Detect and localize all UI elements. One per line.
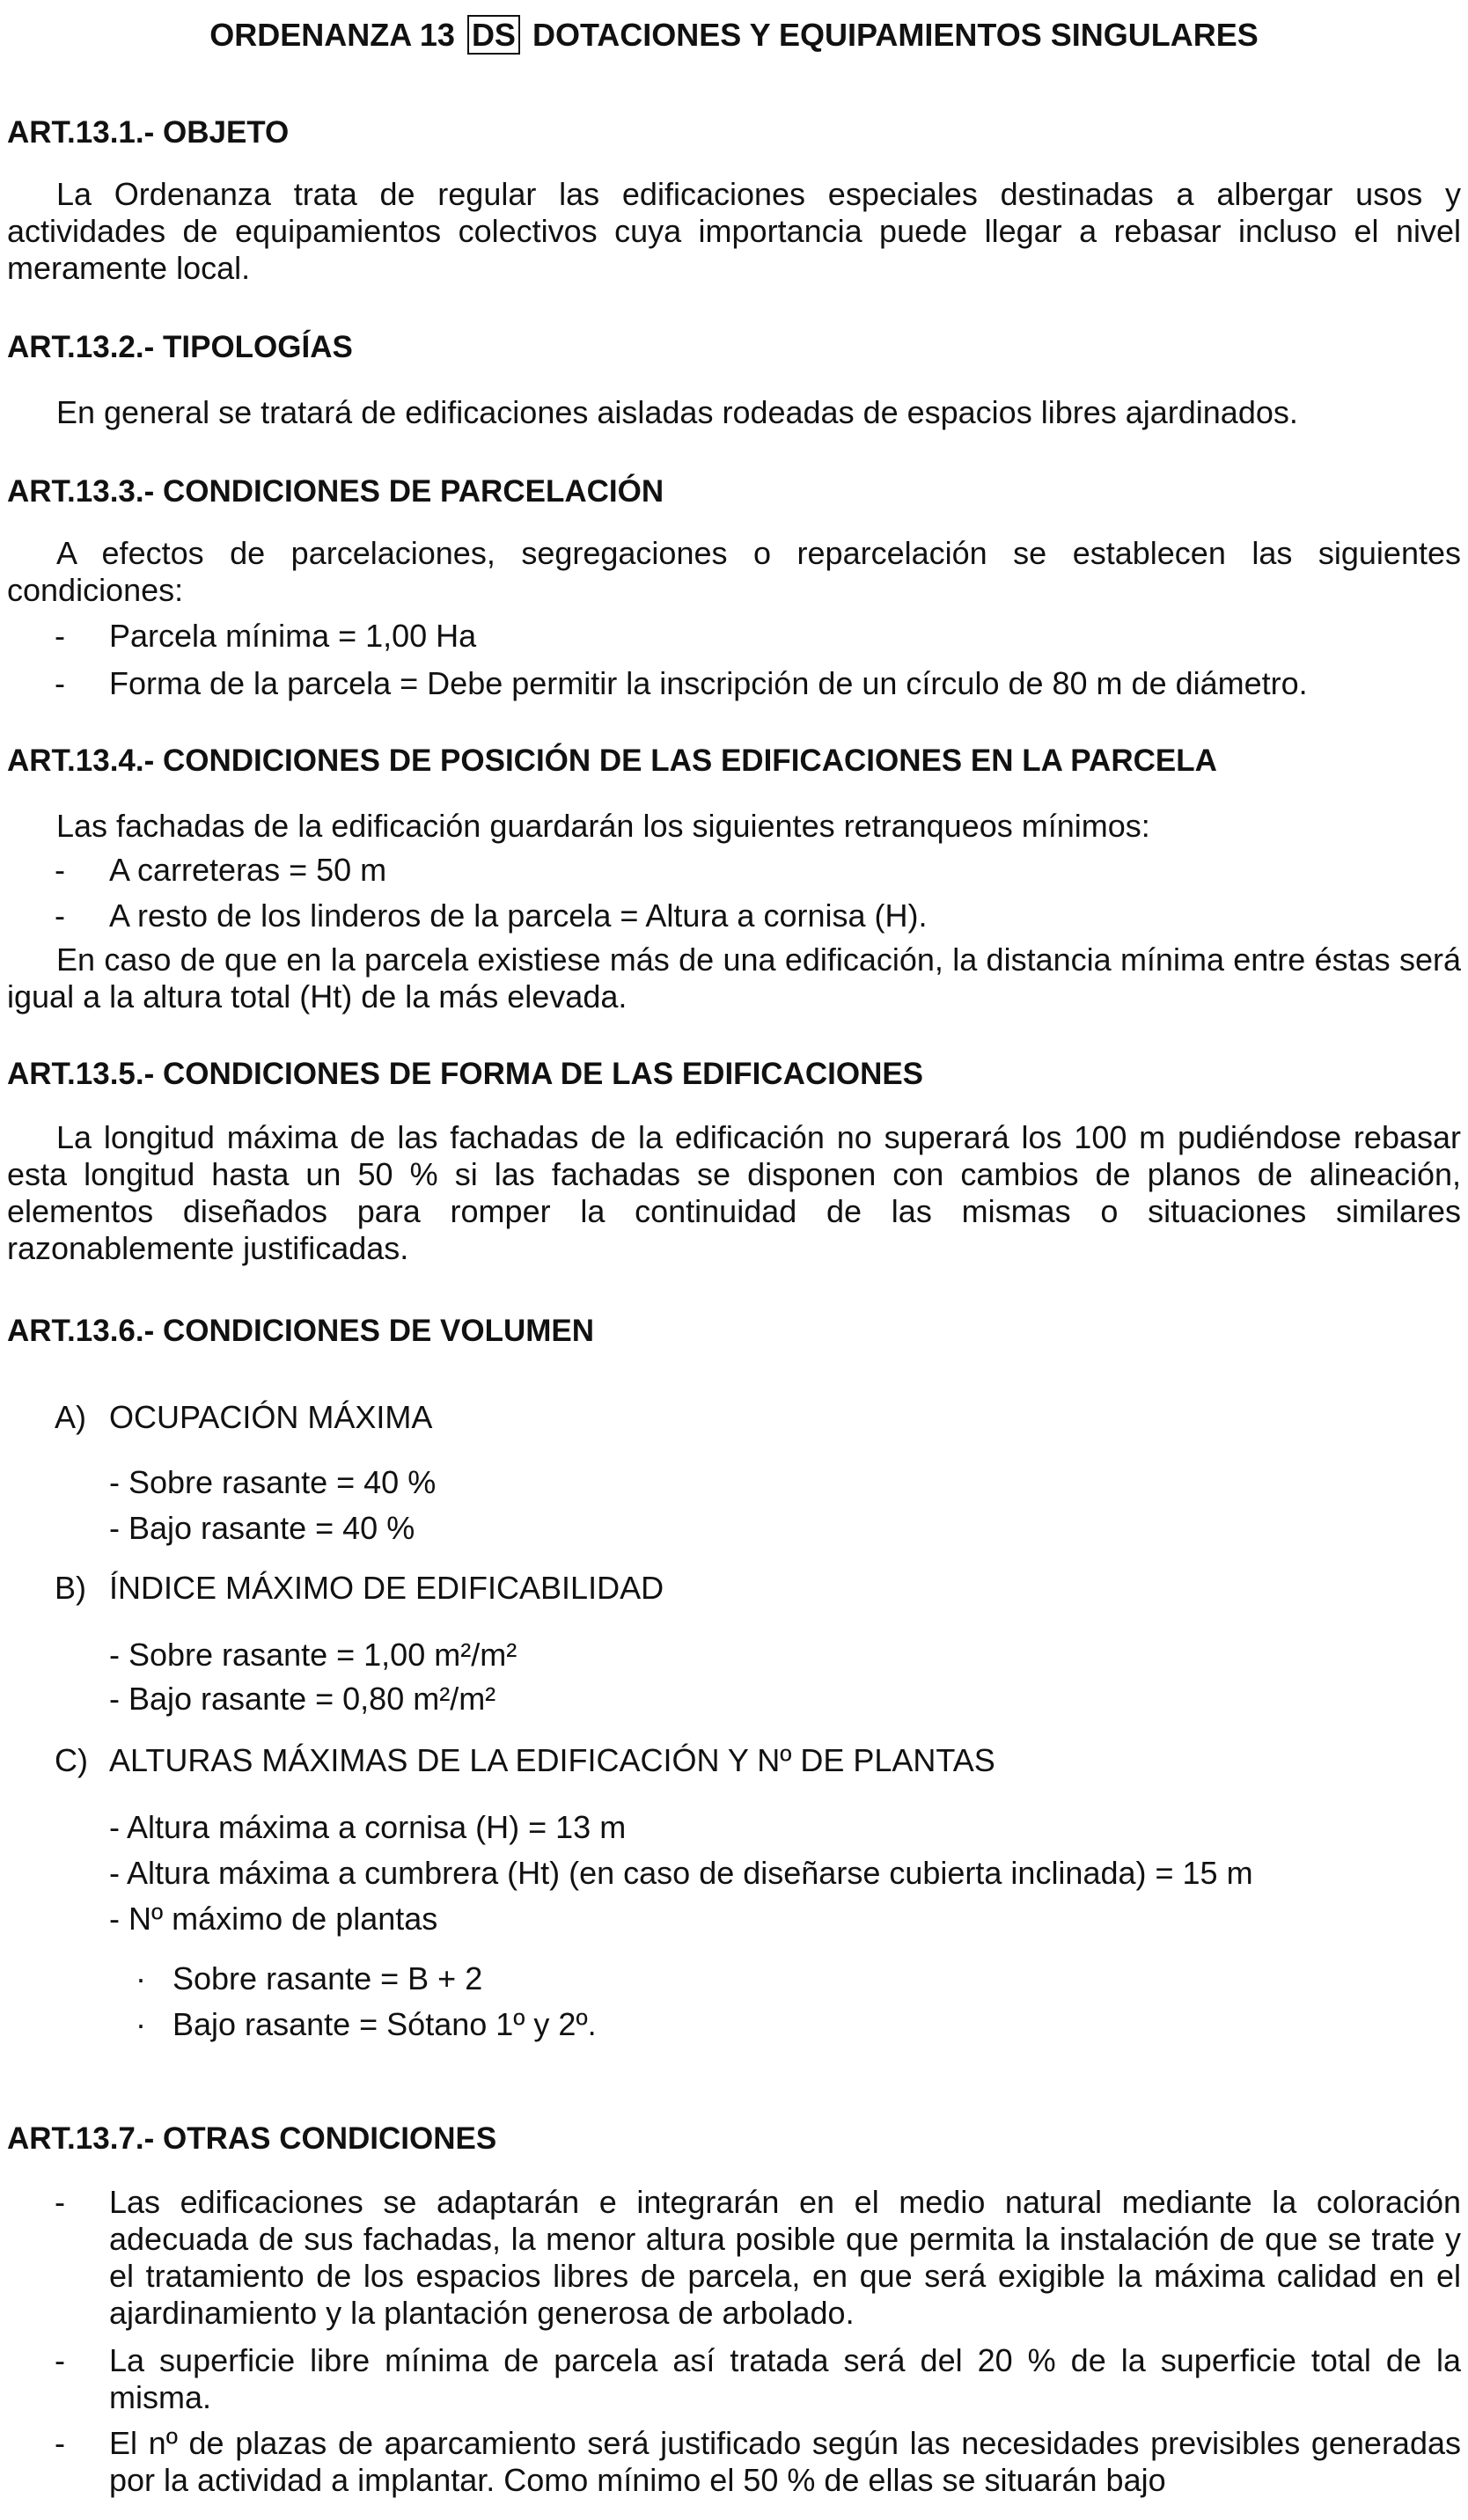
art7-item: El nº de plazas de aparcamiento será justificado según las necesidades previsibles generadas por la actividad a implantar. Como mínimo el 50 % de ellas se situarán bajo — [109, 2425, 1461, 2498]
art1-heading: ART.13.1.- OBJETO — [7, 115, 290, 150]
art6-c-item: - Altura máxima a cumbrera (Ht) (en caso de diseñarse cubierta inclinada) = 15 m — [109, 1855, 1253, 1891]
art3-item: Forma de la parcela = Debe permitir la inscripción de un círculo de 80 m de diámetro. — [109, 665, 1308, 701]
art6-b-title: ÍNDICE MÁXIMO DE EDIFICABILIDAD — [109, 1570, 664, 1606]
art5-heading: ART.13.5.- CONDICIONES DE FORMA DE LAS EDIFICACIONES — [7, 1057, 924, 1091]
title-prefix: ORDENANZA 13 — [209, 17, 455, 53]
art3-item-dash: - — [55, 618, 65, 654]
art4-intro: Las fachadas de la edificación guardarán los siguientes retranqueos mínimos: — [56, 808, 1150, 844]
art4-item: A carreteras = 50 m — [109, 852, 387, 888]
art6-c-bullet-dot: · — [136, 2006, 146, 2042]
art5-paragraph: La longitud máxima de las fachadas de la edificación no superará los 100 m pudiéndose rebasar esta longitud hasta un 50 % si las fachadas se disponen con cambios de planos de alineación, elementos diseñados para romper la continuidad de las mismas o situaciones similares razonablemente justificadas. — [7, 1119, 1461, 1266]
art6-b-item: - Sobre rasante = 1,00 m²/m² — [109, 1637, 517, 1673]
art3-item: Parcela mínima = 1,00 Ha — [109, 618, 477, 654]
art4-item-dash: - — [55, 852, 65, 888]
art7-item-dash: - — [55, 2342, 65, 2378]
art2-paragraph: En general se tratará de edificaciones aisladas rodeadas de espacios libres ajardinados. — [56, 394, 1298, 430]
art6-b-letter: B) — [55, 1570, 86, 1606]
art6-a-title: OCUPACIÓN MÁXIMA — [109, 1399, 433, 1435]
art6-a-item: - Sobre rasante = 40 % — [109, 1464, 437, 1500]
art6-c-letter: C) — [55, 1742, 88, 1778]
art6-c-item: - Nº máximo de plantas — [109, 1901, 438, 1937]
art6-c-title: ALTURAS MÁXIMAS DE LA EDIFICACIÓN Y Nº DE PLANTAS — [109, 1742, 995, 1778]
art6-a-letter: A) — [55, 1399, 86, 1435]
art1-paragraph: La Ordenanza trata de regular las edificaciones especiales destinadas a albergar usos y actividades de equipamientos colectivos cuya importancia puede llegar a rebasar incluso el nivel meramente local. — [7, 176, 1461, 286]
art4-closing: En caso de que en la parcela existiese más de una edificación, la distancia mínima entre éstas será igual a la altura total (Ht) de la más elevada. — [7, 941, 1461, 1015]
art6-a-item: - Bajo rasante = 40 % — [109, 1510, 415, 1546]
art3-item-dash: - — [55, 665, 65, 701]
art4-item: A resto de los linderos de la parcela = Altura a cornisa (H). — [109, 897, 928, 934]
art3-intro: A efectos de parcelaciones, segregaciones o reparcelación se establecen las siguientes condiciones: — [7, 535, 1461, 608]
title-code-box: DS — [467, 15, 520, 55]
art7-item-dash: - — [55, 2184, 65, 2220]
art6-c-bullet: Bajo rasante = Sótano 1º y 2º. — [172, 2006, 597, 2042]
art4-heading: ART.13.4.- CONDICIONES DE POSICIÓN DE LAS EDIFICACIONES EN LA PARCELA — [7, 744, 1217, 778]
page-title — [0, 16, 1468, 55]
art6-c-item: - Altura máxima a cornisa (H) = 13 m — [109, 1809, 627, 1845]
art7-item-dash: - — [55, 2425, 65, 2461]
art6-c-bullet: Sobre rasante = B + 2 — [172, 1960, 483, 1996]
art3-heading: ART.13.3.- CONDICIONES DE PARCELACIÓN — [7, 474, 664, 509]
art7-item: La superficie libre mínima de parcela así tratada será del 20 % de la superficie total de la misma. — [109, 2342, 1461, 2415]
art2-heading: ART.13.2.- TIPOLOGÍAS — [7, 330, 353, 364]
art6-heading: ART.13.6.- CONDICIONES DE VOLUMEN — [7, 1314, 595, 1348]
art7-heading: ART.13.7.- OTRAS CONDICIONES — [7, 2121, 497, 2156]
art7-item: Las edificaciones se adaptarán e integrarán en el medio natural mediante la coloración adecuada de sus fachadas, la menor altura posible que permita la instalación de que se trate y el tratamiento de los espacios libres de parcela, en que será exigible la máxima calidad en el ajardinamiento y la plantación generosa de arbolado. — [109, 2184, 1461, 2331]
art6-b-item: - Bajo rasante = 0,80 m²/m² — [109, 1681, 496, 1717]
art4-item-dash: - — [55, 897, 65, 934]
art6-c-bullet-dot: · — [136, 1960, 146, 1996]
title-suffix: DOTACIONES Y EQUIPAMIENTOS SINGULARES — [532, 17, 1259, 53]
